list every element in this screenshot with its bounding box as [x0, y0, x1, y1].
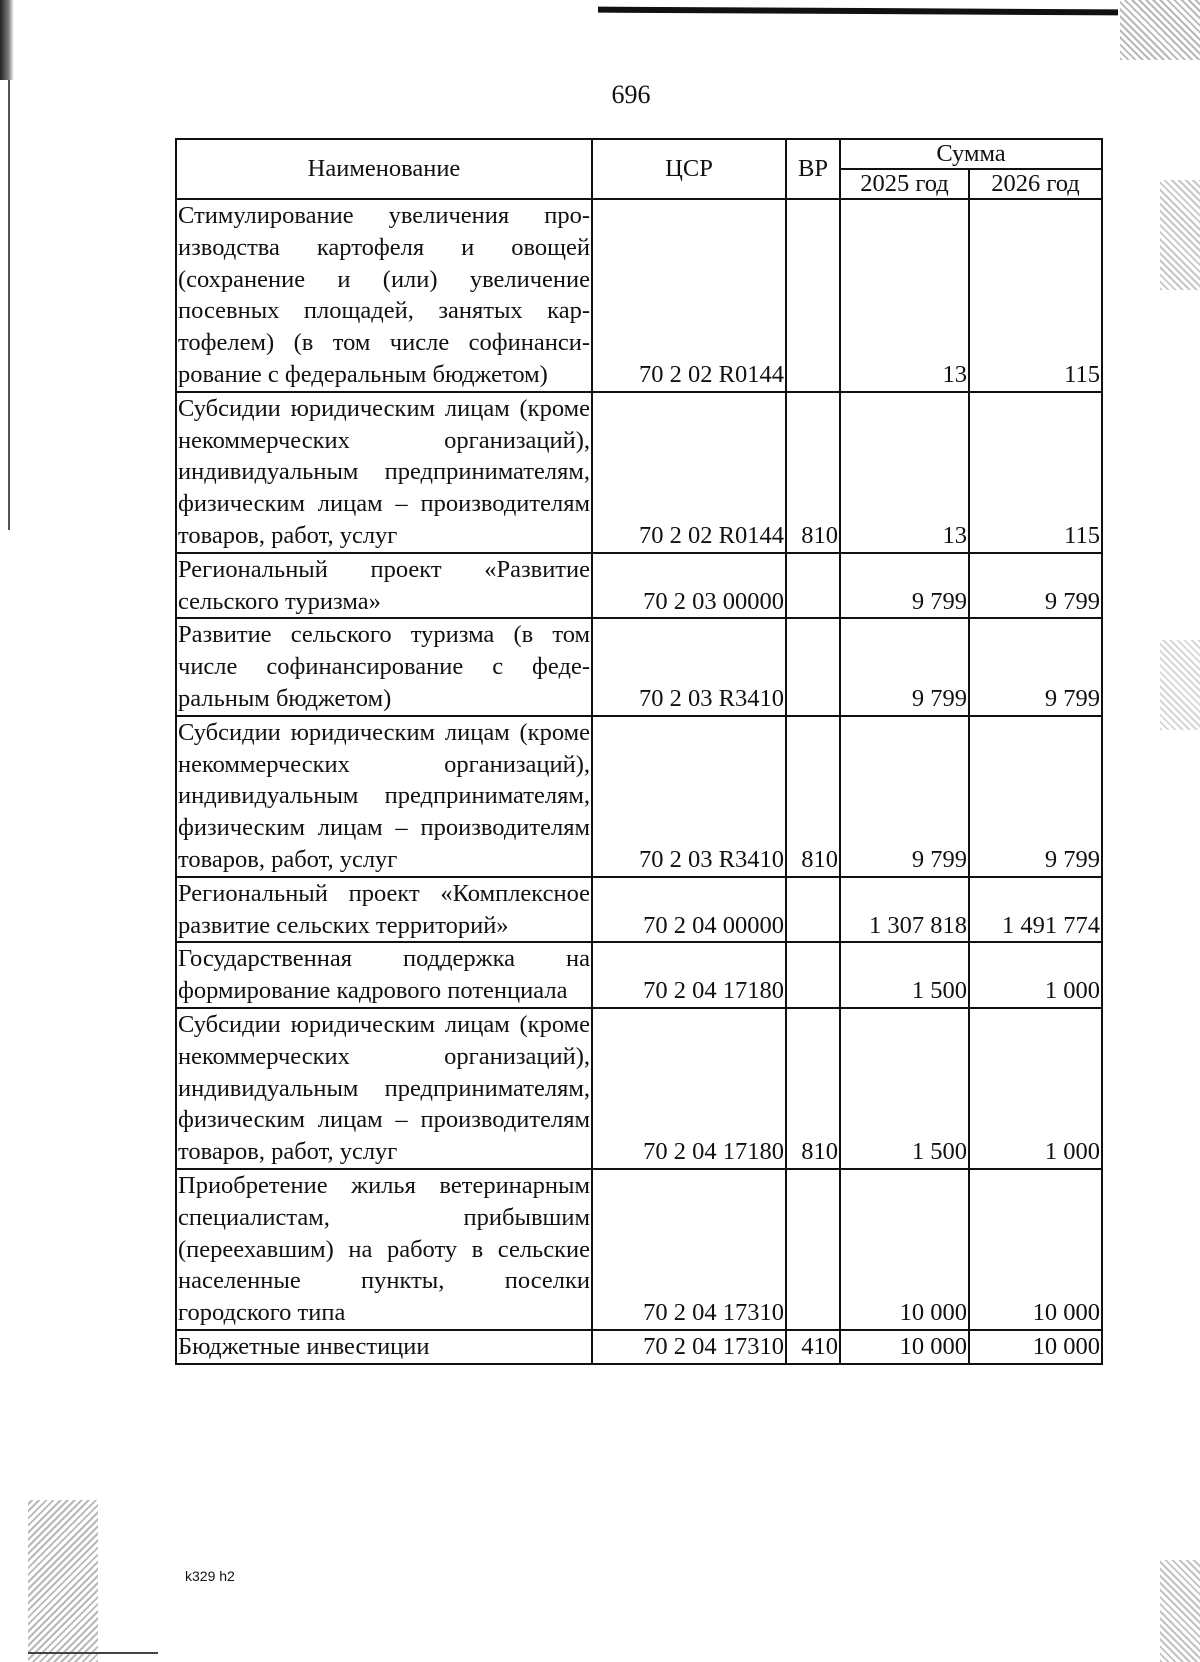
cell-amount-2026: 9 799	[969, 716, 1102, 877]
cell-vr: 810	[786, 716, 840, 877]
cell-amount-2025: 9 799	[840, 716, 969, 877]
cell-amount-2026: 115	[969, 199, 1102, 392]
cell-amount-2025: 9 799	[840, 618, 969, 715]
cell-vr: 810	[786, 392, 840, 553]
table-row	[176, 877, 1102, 943]
table-row	[176, 392, 1102, 553]
cell-amount-2026: 10 000	[969, 1330, 1102, 1364]
cell-vr	[786, 1169, 840, 1330]
scan-noise	[28, 1500, 98, 1662]
cell-name: Региональный проект «Комплексное развитие сельских территорий»	[176, 877, 592, 943]
cell-name: Приобретение жилья ветеринарным специалистам, прибывшим (переехавшим) на работу в сельские населенные пункты, поселки городского типа	[176, 1169, 592, 1330]
cell-amount-2026: 9 799	[969, 553, 1102, 619]
cell-amount-2025: 1 500	[840, 942, 969, 1008]
cell-amount-2026: 10 000	[969, 1169, 1102, 1330]
scan-noise	[1120, 0, 1200, 60]
scan-left-edge	[0, 0, 14, 80]
cell-name: Стимулирование увеличения производства картофеля и овощей (сохранение и (или) увеличение посевных площадей, занятых картофелем) (в том числе софинансирование с федеральным бюджетом)	[176, 199, 592, 392]
header-vr: ВР	[786, 139, 840, 199]
cell-name: Бюджетные инвестиции	[176, 1330, 592, 1364]
cell-csr: 70 2 02 R0144	[592, 392, 786, 553]
scan-bottom-line	[28, 1652, 158, 1654]
cell-vr: 810	[786, 1008, 840, 1169]
table-row	[176, 716, 1102, 877]
footer-code: k329 h2	[185, 1568, 235, 1584]
cell-name: Региональный проект «Развитие сельского туризма»	[176, 553, 592, 619]
table-row	[176, 1008, 1102, 1169]
table-row	[176, 1169, 1102, 1330]
cell-vr	[786, 942, 840, 1008]
cell-amount-2026: 1 491 774	[969, 877, 1102, 943]
header-sum: Сумма	[840, 139, 1102, 169]
scan-noise	[1160, 180, 1200, 290]
scan-noise	[1160, 1560, 1200, 1662]
cell-amount-2026: 9 799	[969, 618, 1102, 715]
budget-table	[175, 138, 1103, 1365]
cell-csr: 70 2 04 17310	[592, 1330, 786, 1364]
cell-vr	[786, 877, 840, 943]
cell-csr: 70 2 04 17180	[592, 1008, 786, 1169]
table-row	[176, 199, 1102, 392]
scan-top-line	[598, 7, 1118, 16]
table-row	[176, 618, 1102, 715]
table-row	[176, 942, 1102, 1008]
cell-name: Субсидии юридическим лицам (кроме некоммерческих организаций), индивидуальным предпринимателям, физическим лицам – производителям товаров, работ, услуг	[176, 1008, 592, 1169]
cell-csr: 70 2 03 R3410	[592, 618, 786, 715]
cell-amount-2025: 10 000	[840, 1330, 969, 1364]
cell-amount-2025: 13	[840, 392, 969, 553]
cell-name: Субсидии юридическим лицам (кроме некоммерческих организаций), индивидуальным предпринимателям, физическим лицам – производителям товаров, работ, услуг	[176, 716, 592, 877]
table-row	[176, 553, 1102, 619]
cell-vr	[786, 553, 840, 619]
page-number: 696	[611, 80, 651, 109]
cell-amount-2026: 1 000	[969, 942, 1102, 1008]
cell-amount-2025: 1 500	[840, 1008, 969, 1169]
table-body	[176, 199, 1102, 1364]
cell-csr: 70 2 04 17180	[592, 942, 786, 1008]
cell-name: Субсидии юридическим лицам (кроме некоммерческих организаций), индивидуальным предпринимателям, физическим лицам – производителям товаров, работ, услуг	[176, 392, 592, 553]
cell-amount-2025: 1 307 818	[840, 877, 969, 943]
cell-csr: 70 2 03 R3410	[592, 716, 786, 877]
table-header	[176, 139, 1102, 199]
header-csr: ЦСР	[592, 139, 786, 199]
cell-csr: 70 2 04 17310	[592, 1169, 786, 1330]
cell-csr: 70 2 04 00000	[592, 877, 786, 943]
cell-name: Государственная поддержка на формирование кадрового потенциала	[176, 942, 592, 1008]
cell-vr	[786, 618, 840, 715]
cell-amount-2025: 10 000	[840, 1169, 969, 1330]
cell-amount-2026: 1 000	[969, 1008, 1102, 1169]
table-row	[176, 1330, 1102, 1364]
header-year-2025: 2025 год	[840, 169, 969, 199]
cell-amount-2026: 115	[969, 392, 1102, 553]
scan-noise	[1160, 640, 1200, 730]
cell-csr: 70 2 03 00000	[592, 553, 786, 619]
header-year-2026: 2026 год	[969, 169, 1102, 199]
cell-vr	[786, 199, 840, 392]
cell-amount-2025: 13	[840, 199, 969, 392]
scan-left-line	[8, 80, 10, 530]
header-name: Наименование	[176, 139, 592, 199]
cell-amount-2025: 9 799	[840, 553, 969, 619]
cell-csr: 70 2 02 R0144	[592, 199, 786, 392]
cell-vr: 410	[786, 1330, 840, 1364]
cell-name: Развитие сельского туризма (в том числе софинансирование с федеральным бюджетом)	[176, 618, 592, 715]
